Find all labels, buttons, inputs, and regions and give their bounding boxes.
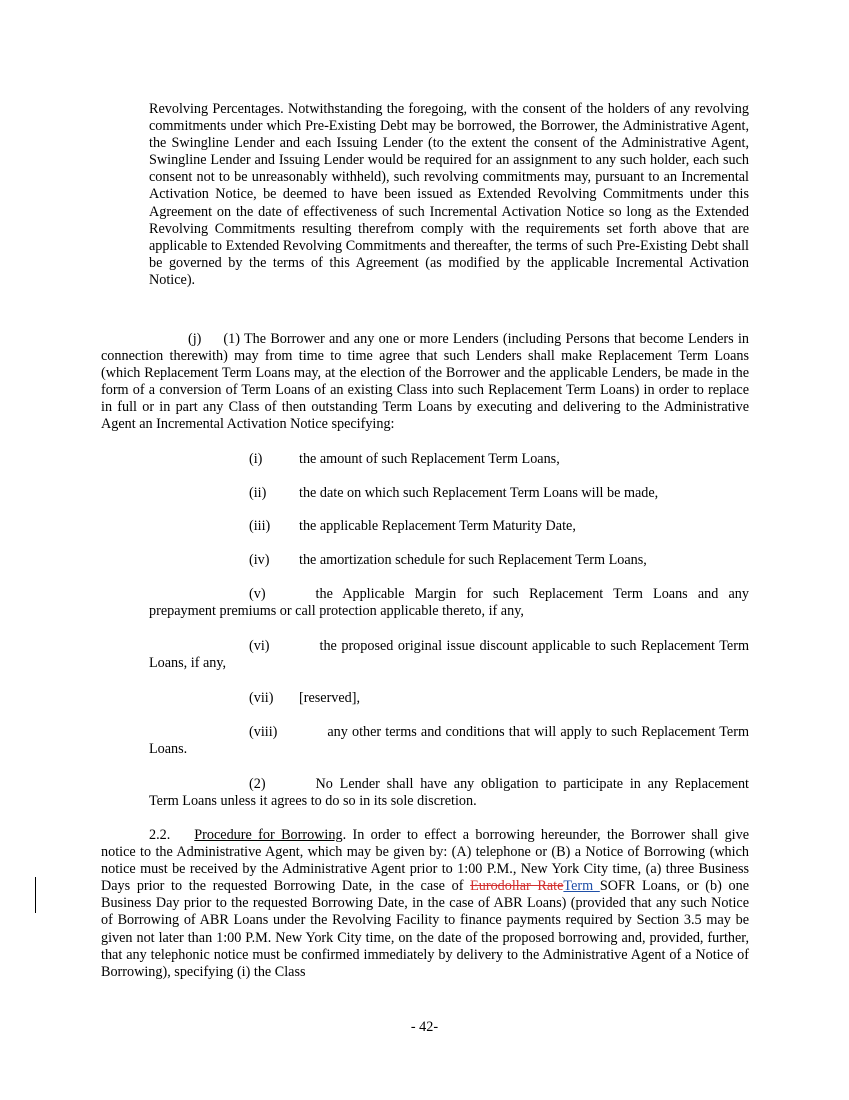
list-item-text: the Applicable Margin for such Replacement Term Loans and any prepayment premiums or call protection applicable thereto, if any, [149, 586, 749, 620]
list-item-number: (iii) [249, 518, 271, 534]
paragraph-j-text: (1) The Borrower and any one or more Lenders (including Persons that become Lenders in connection therewith) may from time to time agree that such Lenders shall make Replacement Term Loans (which Replacement Term Loans may, at the election of the Borrower and the applicable Lenders, be made in the form of a conversion of Term Loans of an existing Class into such Replacement Term Loans) in order to replace in full or in part any Class of then outstanding Term Loans by executing and delivering to the Administrative Agent an Incremental Activation Notice specifying: [101, 331, 749, 433]
section-text-continued: SOFR Loans, or (b) one Business Day prior to the requested Borrowing Date, in the case of ABR Loans) (provided that any such Notice of Borrowing of ABR Loans under the Revolving Facility to finance payments required by Section 3.5 may be given not later than 1:00 P.M. New York City time, on the date of the proposed borrowing and, provided, further, that any telephonic notice must be confirmed immediately by delivery to the Administrative Agent of a Notice of Borrowing), specifying (i) the Class [101, 878, 749, 980]
paragraph-i-continued: Revolving Percentages. Notwithstanding the foregoing, with the consent of the holders of any revolving commitments under which Pre-Existing Debt may be borrowed, the Borrower, the Administrative Agent, the Swingline Lender and each Issuing Lender (to the extent the consent of the Administrative Agent, Swingline Lender and Issuing Lender would be required for an assignment to any such holder, each such consent not to be unreasonably withheld), such revolving commitments may, pursuant to an Incremental Activation Notice, be deemed to have been issued as Extended Revolving Commitments under this Agreement on the date of effectiveness of such Incremental Activation Notice so long as the Extended Revolving Commitments resulting therefrom comply with the requirements set forth above that are applicable to Extended Revolving Commitments and thereafter, the terms of such Pre-Existing Debt shall be governed by the terms of this Agreement (as modified by the applicable Incremental Activation Notice). [149, 101, 749, 288]
list-item [149, 638, 749, 672]
list-item-number: (vii) [249, 690, 274, 706]
list-item [149, 724, 749, 758]
inserted-text: Term [563, 878, 600, 895]
deleted-text: Eurodollar Rate [470, 878, 564, 895]
paragraph-j-label: (j) [188, 331, 202, 347]
section-2-2 [101, 827, 749, 981]
section-heading: Procedure for Borrowing [194, 827, 343, 843]
subparagraph-2 [149, 776, 749, 810]
list-item-number: (i) [249, 451, 263, 467]
paragraph-j [101, 331, 749, 434]
list-item-text: the amount of such Replacement Term Loans, [299, 451, 560, 467]
list-item-text: any other terms and conditions that will apply to such Replacement Term Loans. [149, 724, 749, 758]
subparagraph-2-text: No Lender shall have any obligation to participate in any Replacement Term Loans unless it agrees to do so in its sole discretion. [149, 776, 749, 810]
section-number: 2.2. [149, 827, 171, 843]
subparagraph-2-number: (2) [249, 776, 266, 792]
section-text: . In order to effect a borrowing hereunder, the Borrower shall give notice to the Administrative Agent, which may be given by: (A) telephone or (B) a Notice of Borrowing (which notice must be received by the Administrative Agent prior to 1:00 P.M., New York City time, (a) three Business Days prior to the requested Borrowing Date, in the case of [101, 827, 749, 895]
list-item-text: the proposed original issue discount applicable to such Replacement Term Loans, if any, [149, 638, 749, 672]
list-item-number: (viii) [249, 724, 278, 740]
revision-change-bar [35, 877, 36, 913]
list-item-number: (iv) [249, 552, 270, 568]
list-item-text: the amortization schedule for such Replacement Term Loans, [299, 552, 647, 568]
list-item-text: the date on which such Replacement Term Loans will be made, [299, 485, 659, 501]
list-item-text: the applicable Replacement Term Maturity Date, [299, 518, 576, 534]
list-item-number: (ii) [249, 485, 267, 501]
list-item [149, 586, 749, 620]
list-item-text: [reserved], [299, 690, 361, 706]
list-item-number: (vi) [249, 638, 270, 654]
list-item-number: (v) [249, 586, 266, 602]
page-number: - 42- [410, 1019, 439, 1035]
